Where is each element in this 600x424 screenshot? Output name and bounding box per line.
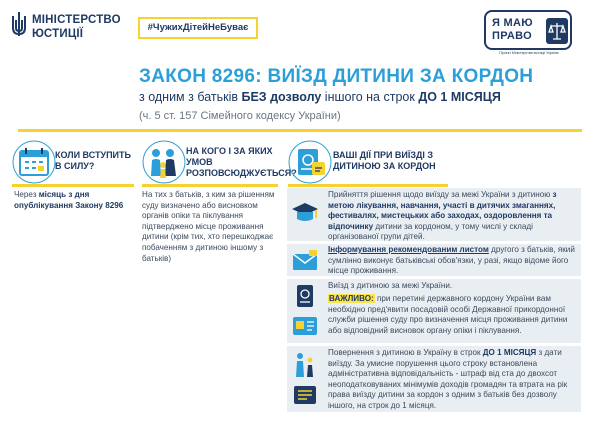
- action-1-rest: дитини за кордоном, у тому числі у складі організованої групи дітей.: [328, 221, 533, 242]
- action-1-intro: Прийняття рішення щодо виїзду за межі України з дитиною: [328, 190, 553, 199]
- brand-line-2: ПРАВО: [492, 30, 532, 42]
- document-check-icon: [290, 311, 320, 341]
- page-title: ЗАКОН 8296: ВИЇЗД ДИТИНИ ЗА КОРДОН: [139, 66, 534, 87]
- action-4-bold: ДО 1 МІСЯЦЯ: [482, 348, 537, 357]
- envelope-icon: [290, 246, 320, 276]
- passport-small-icon: [290, 282, 320, 312]
- action-2-rest: другого з батьків, який сумлінно виконує батьківські обов'язки, у разі, якщо відоме його місце проживання.: [328, 245, 575, 276]
- brand-subtitle: Проект Міністерства юстиції України: [499, 51, 559, 55]
- action-4-intro: Повернення з дитиною в Україну в строк: [328, 348, 483, 357]
- graduation-cap-icon: [290, 198, 320, 228]
- fine-icon: [290, 380, 320, 410]
- action-2-bold: Інформування рекомендованим листом: [328, 245, 489, 254]
- brand-line-1: Я МАЮ: [492, 17, 533, 29]
- ministry-name: [32, 13, 121, 41]
- who-heading: НА КОГО І ЗА ЯКИХ УМОВ РОЗПОВСЮДЖУЄТЬСЯ?: [186, 146, 297, 178]
- actions-divider: [288, 184, 448, 187]
- important-label: ВАЖЛИВО:: [329, 294, 374, 303]
- subtitle-bold-2: ДО 1 МІСЯЦЯ: [418, 90, 501, 104]
- action-text-3b: [328, 294, 578, 336]
- scales-icon: [546, 18, 568, 44]
- brand-logo: [484, 10, 572, 58]
- family-icon: [142, 140, 186, 184]
- trident-icon: [10, 10, 28, 40]
- passport-icon: [288, 140, 332, 184]
- action-text-1: [328, 190, 578, 243]
- when-divider: [12, 184, 134, 187]
- when-text-prefix: Через: [14, 190, 39, 199]
- subtitle-part-1: з одним з батьків: [139, 90, 242, 104]
- when-text: [14, 190, 132, 211]
- action-4-rest: з дати виїзду. За умисне порушення цього строку встановлена адміністративна відповідальність - штраф від ста до двохсот неоподатковуваних мінімумів доходів громадян та втрата на рік права виїзду дитини за кордон з одним з батьків без дозволу іншого, на строк до 1 місяця.: [328, 348, 568, 410]
- action-3-rest: при перетині державного кордону України вам необхідно пред'явити посадовій особі Державної прикордонної служби рішення суду про визначення місця проживання дитини або відповідний висновок органу опіки і піклування.: [328, 294, 568, 335]
- brand-logo-frame: [484, 10, 572, 50]
- when-text-bold: місяць з дня опублікування Закону 8296: [14, 190, 124, 210]
- who-divider: [142, 184, 278, 187]
- hashtag-badge: #ЧужихДітейНеБуває: [138, 17, 258, 39]
- page-subtitle: [139, 90, 501, 104]
- ministry-line-2: ЮСТИЦІЇ: [32, 28, 84, 40]
- subtitle-part-2: іншого на строк: [321, 90, 419, 104]
- action-text-4: [328, 348, 578, 412]
- when-heading: КОЛИ ВСТУПИТЬ В СИЛУ?: [55, 150, 131, 171]
- action-text-2: [328, 245, 578, 277]
- ministry-logo: [10, 10, 130, 46]
- who-text: На тих з батьків, з ким за рішенням суду визначено або висновком органів опіки та піклування підтверджено місце проживання дитини (крім тих, хто перешкоджає побаченням з дитиною іншому з батьків): [142, 190, 275, 263]
- brand-text: [492, 17, 533, 43]
- family-return-icon: [290, 350, 320, 380]
- calendar-icon: [12, 140, 56, 184]
- law-reference: (ч. 5 ст. 157 Сімейного кодексу України): [139, 110, 341, 122]
- ministry-line-1: МІНІСТЕРСТВО: [32, 14, 121, 26]
- action-1-bold: з метою лікування, навчання, участі в дитячих змаганнях, фестивалях, мистецьких або заходах, оздоровлення та відпочинку: [328, 190, 557, 231]
- actions-heading: ВАШІ ДІЇ ПРИ ВИЇЗДІ З ДИТИНОЮ ЗА КОРДОН: [333, 150, 436, 171]
- title-divider: [18, 129, 582, 132]
- action-text-3a: Виїзд з дитиною за межі України.: [328, 281, 453, 290]
- subtitle-bold-1: БЕЗ дозволу: [241, 90, 322, 104]
